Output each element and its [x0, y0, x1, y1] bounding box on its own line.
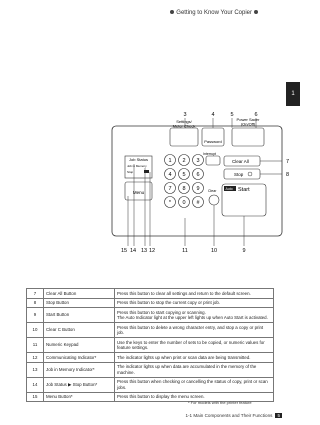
keypad-key [193, 155, 204, 166]
cell-desc: Press this button to delete a wrong character entry, and stop a copy or print job. [115, 323, 274, 338]
keypad-key-label: 2 [182, 158, 186, 164]
cell-num: 12 [27, 353, 44, 363]
power-label-line1: Power Saver [236, 117, 260, 122]
bullet-icon [254, 10, 258, 14]
cell-name: Start Button [44, 308, 115, 323]
keypad-key [179, 169, 190, 180]
chapter-number: 1 [291, 91, 295, 97]
menu-label: Menu [132, 190, 145, 195]
table-row [27, 298, 274, 308]
keypad-key-label: * [168, 200, 172, 206]
footer-section: 1-1 Main Components and Their Functions [185, 413, 273, 418]
keypad-key [179, 183, 190, 194]
job-status-stop-label: Stop [127, 170, 134, 174]
callout-12: 12 [148, 248, 156, 254]
bullet-icon [170, 10, 174, 14]
keypad-key-label: 5 [182, 172, 186, 178]
keypad-key [165, 155, 176, 166]
keypad-key-label: 9 [196, 186, 200, 192]
cell-num: 10 [27, 323, 44, 338]
clear-all-label: Clear All [232, 159, 249, 164]
footnote: * For models with the printer feature [188, 400, 252, 405]
keypad-key [165, 197, 176, 208]
settings-meter-button [170, 128, 198, 146]
interrupt-label: Interrupt [203, 152, 217, 156]
callout-3: 3 [183, 112, 187, 118]
function-table [26, 288, 274, 402]
interrupt-button [206, 156, 220, 165]
power-saver-button [232, 128, 264, 146]
keypad-key-label: 1 [168, 158, 172, 164]
power-saver-label [237, 117, 261, 127]
page-header [168, 10, 260, 16]
callout-11: 11 [182, 248, 188, 254]
cell-desc: Press this button to clear all settings and return to the default screen. [115, 289, 274, 299]
keypad-key-label: 0 [182, 200, 186, 206]
table-row [27, 353, 274, 363]
cell-name: Job in Memory Indicator* [44, 362, 115, 377]
keypad-key-label: 7 [168, 186, 172, 192]
keypad-key [193, 197, 204, 208]
callout-15: 15 [120, 248, 128, 254]
cell-num: 9 [27, 308, 44, 323]
keypad-key-label: 8 [182, 186, 186, 192]
callout-9: 9 [242, 248, 246, 254]
clear-label: Clear [208, 189, 217, 193]
callout-4: 4 [211, 112, 215, 118]
header-title: Getting to Know Your Copier [176, 10, 252, 16]
cell-name: Communicating Indicator* [44, 353, 115, 363]
cell-desc: Use the keys to enter the number of sets to be copied, or numeric values for feature settings. [115, 338, 274, 353]
cell-desc: The indicator lights up when print or scan data are being transmitted. [115, 353, 274, 363]
cell-desc: Press this button to start copying or scanning. The Auto Indicator light at the upper left lights up when Auto Start is activated. [115, 308, 274, 323]
cell-desc: The indicator lights up when data are accumulated in the memory of the machine. [115, 362, 274, 377]
table-row [27, 362, 274, 377]
cell-num: 7 [27, 289, 44, 299]
cell-name: Clear All Button [44, 289, 115, 299]
callout-7: 7 [286, 159, 290, 165]
callout-5: 5 [230, 112, 234, 118]
chapter-tab [286, 82, 300, 106]
keypad-key-label: # [196, 200, 200, 206]
job-status-label: Job Status [129, 157, 148, 162]
callout-10: 10 [210, 248, 218, 254]
keypad-key-label: 6 [196, 172, 200, 178]
cell-num: 11 [27, 338, 44, 353]
table-row [27, 338, 274, 353]
keypad-key [179, 197, 190, 208]
cell-num: 8 [27, 298, 44, 308]
callout-8: 8 [286, 172, 290, 178]
callout-6: 6 [254, 112, 258, 118]
keypad-key [193, 169, 204, 180]
settings-label-line1: Settings/ [176, 119, 192, 124]
cell-name: Stop Button [44, 298, 115, 308]
keypad-key [193, 183, 204, 194]
keypad-key [165, 169, 176, 180]
table-row [27, 323, 274, 338]
keypad-key [165, 183, 176, 194]
settings-label-line2: Meter Check [172, 123, 196, 129]
cell-num: 14 [27, 377, 44, 392]
clear-c-button [209, 195, 219, 205]
cell-name: Menu Button* [44, 392, 115, 402]
cell-desc: Press this button when checking or cancelling the status of copy, print or scan jobs. [115, 377, 274, 392]
table-row [27, 289, 274, 299]
table-row [27, 308, 274, 323]
keypad-key-label: 4 [168, 172, 172, 178]
auto-label: Auto [225, 187, 233, 191]
stop-label: Stop [234, 172, 244, 177]
control-panel-diagram [0, 108, 300, 268]
cell-num: 15 [27, 392, 44, 402]
keypad-key [179, 155, 190, 166]
cell-desc: Press this button to display the menu screen. [115, 392, 274, 402]
power-label-line2: (On/Off) [240, 121, 256, 127]
cell-num: 13 [27, 362, 44, 377]
callout-14: 14 [129, 248, 137, 254]
job-in-memory-label: Job in Memory [127, 164, 147, 168]
table-row [27, 377, 274, 392]
page-number: 5 [277, 413, 280, 418]
start-label: Start [238, 187, 250, 193]
cell-desc: Press this button to stop the current copy or print job. [115, 298, 274, 308]
keypad-key-label: 3 [196, 158, 200, 164]
cell-name: Job Status ▶ Stop Button* [44, 377, 115, 392]
page-footer [185, 413, 282, 418]
settings-meter-label [173, 119, 196, 129]
callout-13: 13 [140, 248, 148, 254]
password-label: Password [204, 139, 222, 144]
cell-name: Numeric Keypad [44, 338, 115, 353]
cell-name: Clear C Button [44, 323, 115, 338]
